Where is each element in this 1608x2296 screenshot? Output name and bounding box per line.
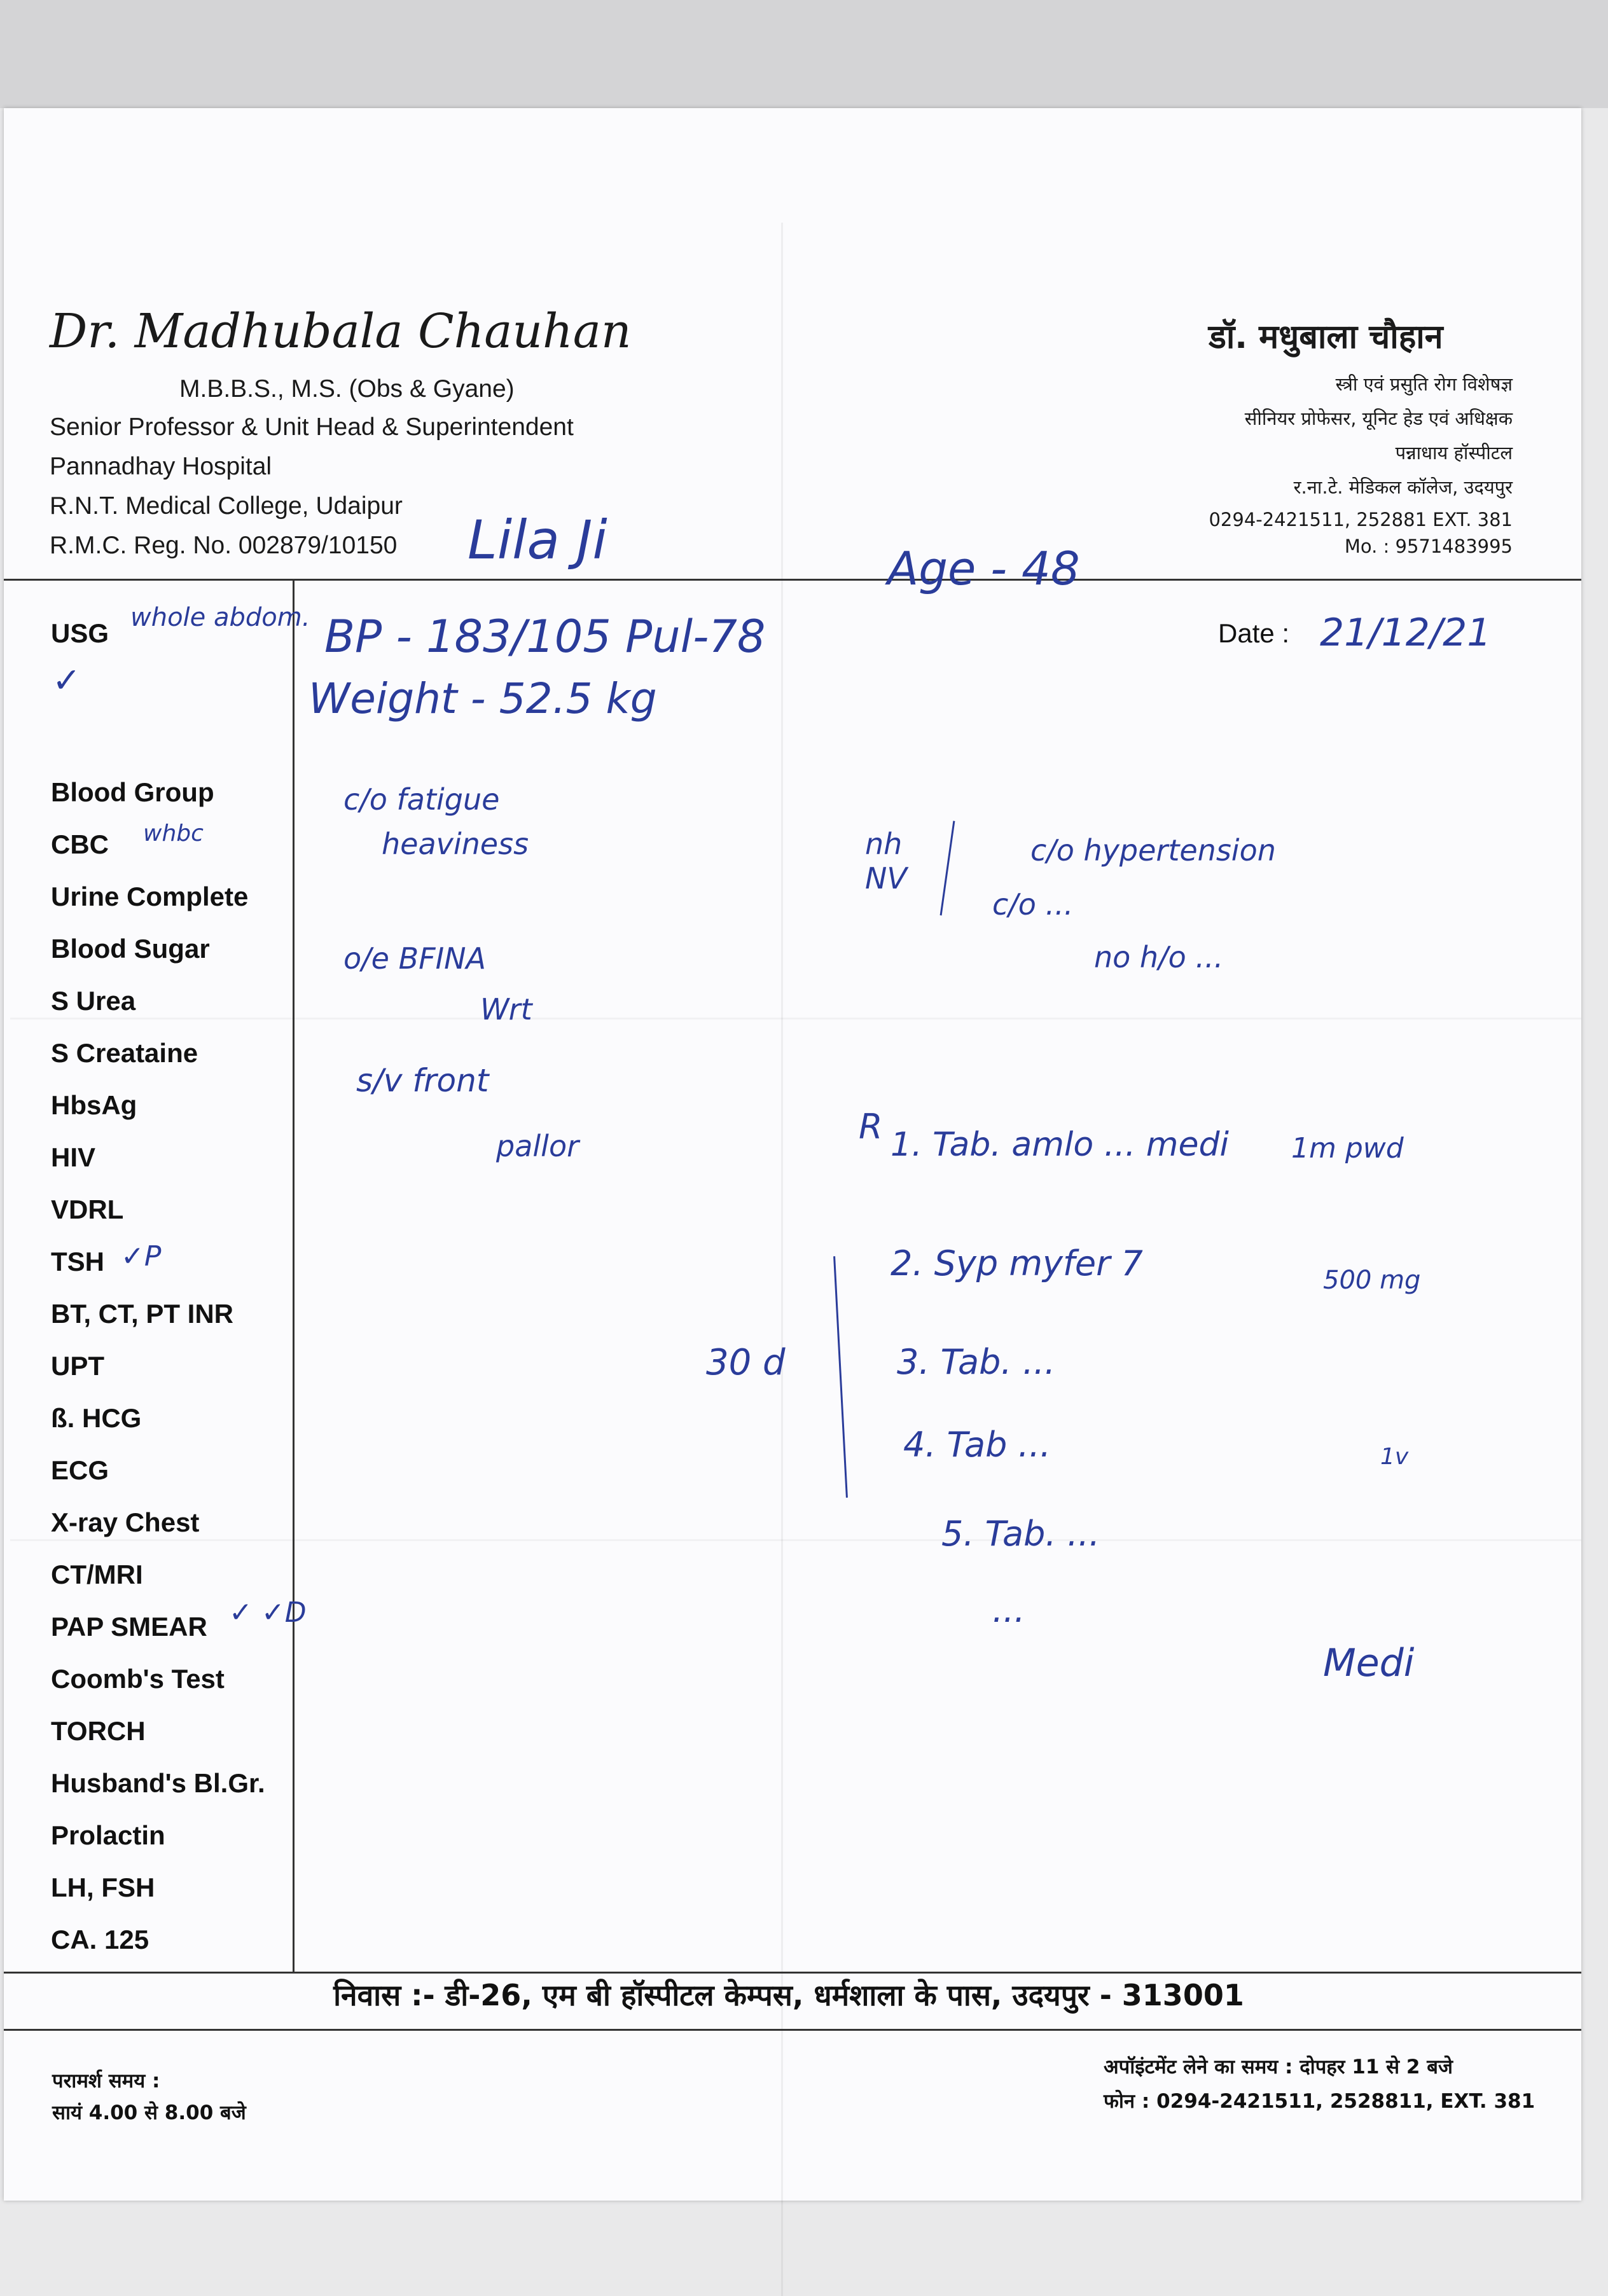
handwritten-history: c/o hypertension [1030,833,1276,868]
prescription-line: 1. Tab. amlo ... medi [891,1126,1229,1164]
test-item: TORCH [51,1716,146,1746]
doctor-name-hindi: डॉ. मधुबाला चौहान [1209,318,1443,356]
prescription-line: 1m pwd [1291,1132,1404,1165]
prescription-line: 5. Tab. ... [941,1514,1100,1554]
history-bracket: nh NV [865,827,907,896]
test-item: Blood Group [51,777,214,807]
appointment-time: अपॉइंटमेंट लेने का समय : दोपहर 11 से 2 बजे [1104,2056,1453,2078]
test-item: CBC [51,829,109,859]
handwritten-cbc-mark: whbc [143,820,204,847]
prescription-duration: 30 d [706,1342,786,1383]
college-name: R.N.T. Medical College, Udaipur [50,492,403,520]
test-item: PAP SMEAR [51,1612,207,1642]
prescription-line: Medi [1323,1641,1415,1685]
footer-divider-top [4,1972,1581,1974]
test-item: ECG [51,1455,109,1485]
test-item: USG [51,618,109,648]
prescription-line: 500 mg [1323,1266,1421,1295]
consultation-time: सायं 4.00 से 8.00 बजे [52,2101,246,2124]
hospital-name: Pannadhay Hospital [50,453,272,480]
test-item: S Creataine [51,1038,198,1068]
test-item: TSH [51,1247,104,1276]
phone-hindi-header: 0294-2421511, 252881 EXT. 381 [1209,509,1513,530]
handwritten-exam: o/e BFINA [343,941,487,976]
handwritten-usg-note: whole abdom. [130,603,310,632]
rx-symbol: R [859,1107,883,1147]
handwritten-patient-name: Lila Ji [468,509,607,571]
test-item: ß. HCG [51,1403,142,1433]
doctor-degree: M.B.B.S., M.S. (Obs & Gyane) [179,375,515,403]
prescription-line: ... [992,1590,1025,1630]
doctor-specialty-hindi: स्त्री एवं प्रसुति रोग विशेषज्ञ [1335,373,1513,395]
prescription-line: 1v [1380,1444,1409,1470]
prescription-line: 4. Tab ... [903,1425,1051,1465]
date-label: Date : [1218,618,1290,648]
handwritten-usg-tick: ✓ [52,660,81,700]
handwritten-vitals: BP - 183/105 Pul-78 [324,611,766,663]
doctor-position: Senior Professor & Unit Head & Superintendent [50,413,574,441]
mobile-number: Mo. : 9571483995 [1344,536,1513,557]
handwritten-complaint: heaviness [382,827,529,861]
scan-background-top [0,0,1608,108]
test-item: BT, CT, PT INR [51,1299,234,1329]
handwritten-history: no h/o ... [1094,940,1224,974]
header-divider [4,579,1581,581]
test-item: LH, FSH [51,1872,155,1902]
prescription-line: 3. Tab. ... [897,1342,1056,1382]
fold-line-horizontal [10,1539,1581,1541]
test-item: Blood Sugar [51,934,210,964]
residence-address: निवास :- डी-26, एम बी हॉस्पीटल केम्पस, धर्मशाला के पास, उदयपुर - 313001 [333,1978,1244,2012]
tests-column-divider [293,579,295,1974]
registration-number: R.M.C. Reg. No. 002879/10150 [50,532,398,559]
test-item: Husband's Bl.Gr. [51,1768,265,1798]
handwritten-exam: s/v front [356,1062,489,1099]
handwritten-tsh-mark: ✓P [121,1240,162,1273]
doctor-position-hindi: सीनियर प्रोफेसर, यूनिट हेड एवं अधिक्षक [1244,408,1513,429]
handwritten-history: c/o ... [992,887,1074,922]
handwritten-age: Age - 48 [887,542,1080,595]
prescription-line: 2. Syp myfer 7 [891,1243,1143,1283]
footer-divider-bottom [4,2029,1581,2031]
handwritten-pap-mark: ✓ ✓D [229,1596,307,1629]
fold-line-horizontal [10,1018,1581,1020]
handwritten-exam: pallor [496,1129,579,1163]
handwritten-date: 21/12/21 [1320,611,1492,655]
test-item: Coomb's Test [51,1664,225,1694]
footer-phone: फोन : 0294-2421511, 2528811, EXT. 381 [1104,2090,1535,2113]
doctor-name-english: Dr. Madhubala Chauhan [50,304,632,359]
handwritten-complaint: c/o fatigue [343,782,500,817]
test-item: HbsAg [51,1090,137,1120]
test-item: HIV [51,1142,96,1172]
hospital-name-hindi: पन्नाधाय हॉस्पीटल [1395,442,1513,464]
test-item: X-ray Chest [51,1507,200,1537]
test-item: S Urea [51,986,136,1016]
test-item: Prolactin [51,1820,165,1850]
handwritten-exam: Wrt [480,992,532,1027]
test-item: VDRL [51,1194,124,1224]
test-item: UPT [51,1351,104,1381]
test-item: Urine Complete [51,882,249,911]
test-item: CT/MRI [51,1559,143,1589]
test-item: CA. 125 [51,1925,149,1954]
consultation-label: परामर्श समय : [52,2070,160,2092]
college-name-hindi: र.ना.टे. मेडिकल कॉलेज, उदयपुर [1293,476,1513,498]
handwritten-weight: Weight - 52.5 kg [308,674,657,723]
